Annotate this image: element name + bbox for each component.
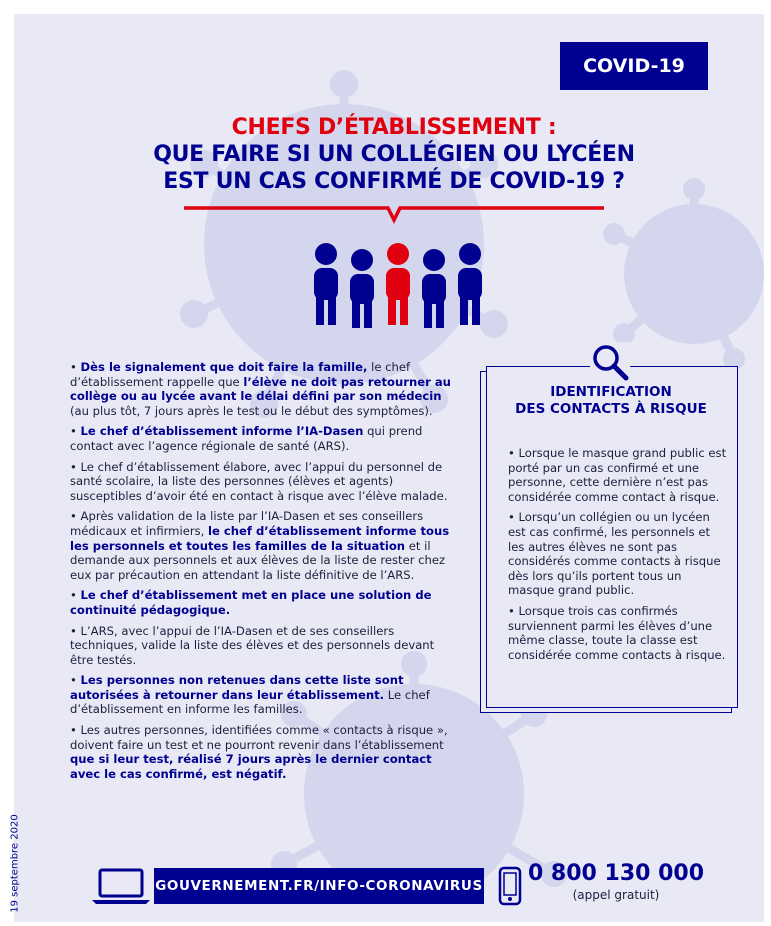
box-title-line-1: IDENTIFICATION xyxy=(550,384,672,400)
laptop-icon xyxy=(90,866,152,906)
speech-bubble-line xyxy=(184,204,604,234)
side-date: 19 septembre 2020 xyxy=(9,814,21,913)
people-icon xyxy=(296,240,496,330)
covid-badge: COVID-19 xyxy=(560,42,708,90)
phone-note: (appel gratuit) xyxy=(572,888,660,902)
list-item: • Dès le signalement que doit faire la famille, le chef d’établissement rappelle que l’élève ne doit pas retourner au collège ou au lycée avant le délai défini par son médecin (au plus tôt, 7 jours après le test ou le début des symptômes). xyxy=(70,360,451,418)
box-list-item: • Lorsque le masque grand public est porté par un cas confirmé et une personne, cette dernière n’est pas considérée comme contact à risque. xyxy=(508,446,727,504)
instructions-list xyxy=(70,360,456,787)
list-item: • Les autres personnes, identifiées comme « contacts à risque », doivent faire un test et ne pourront revenir dans l’établissement que si leur test, réalisé 7 jours après le dernier contact avec le cas confirmé, est négatif. xyxy=(70,723,448,781)
list-item: • Après validation de la liste par l’IA-Dasen et ses conseillers médicaux et infirmiers, le chef d’établissement informe tous les personnels et toutes les familles de la situation et il demande aux personnels et aux élèves de la liste de rester chez eux par précaution en attendant la liste définitive de l’ARS. xyxy=(70,509,450,582)
list-item: • Les personnes non retenues dans cette liste sont autorisées à retourner dans leur établissement. Le chef d’établissement en informe les familles. xyxy=(70,673,430,717)
page-title xyxy=(74,114,714,195)
poster xyxy=(14,14,764,922)
list-item: • Le chef d’établissement met en place une solution de continuité pédagogique. xyxy=(70,588,432,617)
magnifier-icon xyxy=(590,342,630,382)
title-line-3: EST UN CAS CONFIRMÉ DE COVID-19 ? xyxy=(163,169,625,194)
list-item: • Le chef d’établissement informe l’IA-Dasen qui prend contact avec l’agence régionale de santé (ARS). xyxy=(70,424,423,453)
phone-icon xyxy=(498,866,522,906)
box-title-line-2: DES CONTACTS À RISQUE xyxy=(515,401,707,417)
box-list-item: • Lorsqu’un collégien ou un lycéen est cas confirmé, les personnels et les autres élèves ne sont pas considérés comme contacts à risque dès lors qu’ils portent tous un masque grand public. xyxy=(508,510,721,598)
title-line-2: QUE FAIRE SI UN COLLÉGIEN OU LYCÉEN xyxy=(153,142,635,167)
box-list-item: • Lorsque trois cas confirmés surviennent parmi les élèves d’une même classe, toute la classe est considérée comme contacts à risque. xyxy=(508,603,726,662)
box-title xyxy=(494,384,728,418)
phone-number: 0 800 130 000 xyxy=(527,861,705,886)
info-coronavirus-link[interactable]: GOUVERNEMENT.FR/INFO-CORONAVIRUS xyxy=(154,868,484,904)
box-list xyxy=(508,446,728,668)
list-item: • L’ARS, avec l’appui de l’IA-Dasen et de ses conseillers techniques, valide la liste des élèves et des personnels devant être testés. xyxy=(70,623,435,667)
title-line-1: CHEFS D’ÉTABLISSEMENT : xyxy=(231,115,557,140)
list-item: • Le chef d’établissement élabore, avec l’appui du personnel de santé scolaire, la liste des personnes (élèves et agents) susceptibles d’avoir été en contact à risque avec l’élève malade. xyxy=(70,459,448,503)
